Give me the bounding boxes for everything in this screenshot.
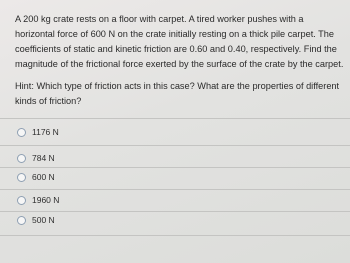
divider bbox=[0, 235, 350, 236]
divider bbox=[0, 189, 350, 190]
answer-option-5[interactable] bbox=[17, 215, 55, 225]
answer-option-4[interactable] bbox=[17, 195, 59, 205]
answer-option-label: 500 N bbox=[32, 215, 55, 225]
answer-option-1[interactable] bbox=[17, 127, 59, 137]
answer-option-label: 784 N bbox=[32, 153, 55, 163]
answer-option-label: 600 N bbox=[32, 172, 55, 182]
radio-button[interactable] bbox=[17, 154, 26, 163]
question-text: A 200 kg crate rests on a floor with carpet. A tired worker pushes with a horizontal force of 600 N on the crate initially resting on a thick pile carpet. The coefficients of static and kinetic friction are 0.60 and 0.40, respectively. Find the magnitude of the frictional force exerted by the surface of the crate by the carpet. bbox=[15, 14, 344, 69]
answer-option-label: 1176 N bbox=[32, 127, 59, 137]
radio-button[interactable] bbox=[17, 196, 26, 205]
divider bbox=[0, 167, 350, 168]
answer-option-3[interactable] bbox=[17, 172, 55, 182]
divider bbox=[0, 145, 350, 146]
radio-button[interactable] bbox=[17, 216, 26, 225]
radio-button[interactable] bbox=[17, 173, 26, 182]
answer-option-label: 1960 N bbox=[32, 195, 60, 205]
answer-option-2[interactable] bbox=[17, 153, 55, 163]
radio-button[interactable] bbox=[17, 128, 26, 137]
divider bbox=[0, 118, 350, 119]
divider bbox=[0, 211, 350, 212]
hint-text: Hint: Which type of friction acts in this case? What are the properties of different kinds of friction? bbox=[15, 81, 340, 106]
